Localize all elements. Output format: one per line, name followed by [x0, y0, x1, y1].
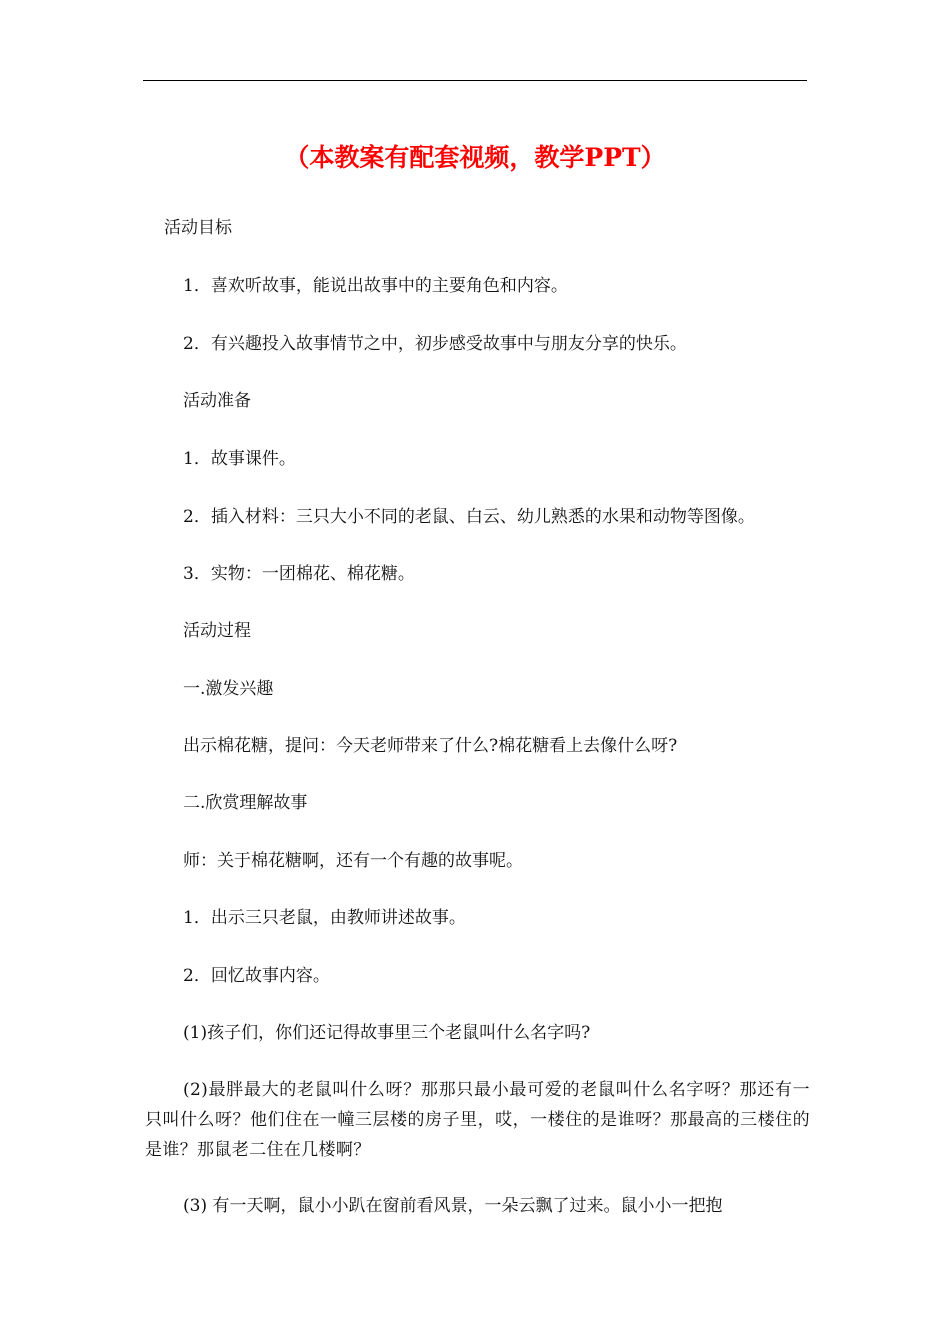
step-2-item-1: 1．出示三只老鼠，由教师讲述故事。	[183, 908, 466, 928]
prep-item-3: 3．实物：一团棉花、棉花糖。	[183, 564, 415, 584]
prep-item-2: 2．插入材料：三只大小不同的老鼠、白云、幼儿熟悉的水果和动物等图像。	[183, 507, 755, 527]
goal-item-2: 2．有兴趣投入故事情节之中，初步感受故事中与朋友分享的快乐。	[183, 334, 687, 354]
step-1-heading: 一.激发兴趣	[183, 679, 274, 699]
prep-item-1: 1．故事课件。	[183, 449, 296, 469]
step-2-intro: 师：关于棉花糖啊，还有一个有趣的故事呢。	[183, 851, 523, 871]
step-2-heading: 二.欣赏理解故事	[183, 793, 308, 813]
prep-heading: 活动准备	[183, 391, 251, 411]
process-heading: 活动过程	[183, 621, 251, 641]
question-3: (3) 有一天啊，鼠小小趴在窗前看风景，一朵云飘了过来。鼠小小一把抱	[183, 1196, 723, 1216]
video-ppt-notice: （本教案有配套视频，教学PPT）	[284, 143, 666, 172]
goals-heading: 活动目标	[164, 218, 232, 238]
step-2-item-2: 2．回忆故事内容。	[183, 966, 330, 986]
step-1-text: 出示棉花糖，提问：今天老师带来了什么?棉花糖看上去像什么呀?	[183, 736, 678, 756]
question-1: (1)孩子们，你们还记得故事里三个老鼠叫什么名字吗?	[183, 1023, 591, 1043]
question-2: (2)最胖最大的老鼠叫什么呀？那那只最小最可爱的老鼠叫什么名字呀？那还有一只叫什么呀？他们住在一幢三层楼的房子里，哎，一楼住的是谁呀？那最高的三楼住的是谁？那鼠老二住在几楼啊？	[145, 1080, 810, 1160]
goal-item-1: 1．喜欢听故事，能说出故事中的主要角色和内容。	[183, 276, 568, 296]
header-rule	[143, 80, 807, 81]
